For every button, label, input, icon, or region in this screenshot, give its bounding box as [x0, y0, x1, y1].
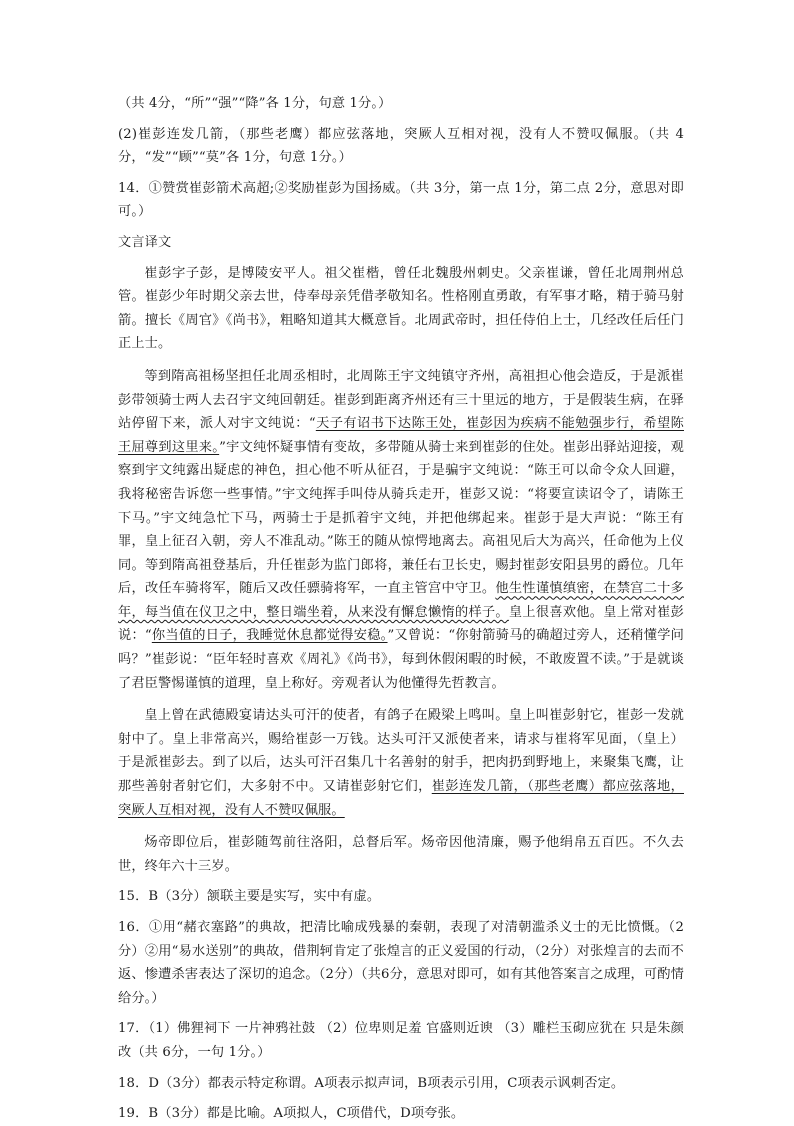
answer-16: 16．①用“赭衣塞路”的典故，把清比喻成残暴的秦朝，表现了对清朝滥杀义士的无比愤慨。（2分）②用“易水送别”的典故，借荆轲肯定了张煌言的正义爱国的行动，（2分）对张煌言的去而不返、惨遭杀害表达了深切的追念。（2分）（共6分，意思对即可，如有其他答案言之成理，可酌情给分。）	[118, 920, 684, 1006]
p2-text-b: ”宇文纯怀疑事情有变故，多带随从骑士来到崔彭的住处。崔彭出驿站迎接，观察到宇文纯露出疑虑的神色，担心他不听从征召，于是骗宇文纯说：“陈王可以命令众人回避，我将秘密告诉您一些事情。”宇文纯挥手叫侍从骑兵走开，崔彭又说：“将要宣读诏令了，请陈王下马。”宇文纯急忙下马，两骑士于是抓着宇文纯，并把他绑起来。崔彭于是大声说：“陈王有罪，皇上征召入朝，旁人不准乱动。”陈王的随从惊愕地离去。高祖见后大为高兴，任命他为上仪同。等到隋高祖登基后，升任崔彭为监门郎将，兼任右卫长史，赐封崔彭安阳县男的爵位。几年后，改任车骑将军，随后又改任骠骑将军，一直主管宫中守卫。	[118, 439, 684, 597]
answer-18: 18．D（3分）都表示特定称谓。A项表示拟声词，B项表示引用，C项表示讽刺否定。	[118, 1075, 625, 1091]
p2-text-d: ”又曾说：“你射箭骑马的确超过旁人，还稍懂学问吗？”崔彭说：“臣年轻时喜欢《周礼》《尚书》，每到休假闲暇的时候，不敢废置不读。”于是就谈了君臣警惕谨慎的道理，皇上称好。旁观者认为他懂得先哲教言。	[118, 628, 684, 691]
translation-paragraph-3	[118, 704, 684, 822]
translation-heading: 文言译文	[118, 234, 172, 250]
answer-14: 14．①赞赏崔彭箭术高超;②奖励崔彭为国扬威。（共 3分，第一点 1分，第二点 2分，意思对即可。）	[118, 180, 684, 220]
p2-underlined-sentence-3: 你当值的日子，我睡觉休息都觉得安稳。	[151, 628, 388, 644]
translation-paragraph-1: 崔彭字子彭，是博陵安平人。祖父崔楷，曾任北魏殷州刺史。父亲崔谦，曾任北周荆州总管。崔彭少年时期父亲去世，侍奉母亲凭借孝敬知名。性格刚直勇敢，有军事才略，精于骑马射箭。擅长《周官》《尚书》，粗略知道其大概意旨。北周武帝时，担任侍伯上士，几经改任后任门正上士。	[118, 265, 684, 352]
p2-underlined-sentence-2: 他生性谨慎缜密，在禁宫二十多年，每当值在仪卫之中，整日端坐着，从来没有懈怠懒惰的样子。	[118, 581, 684, 620]
p3-underlined-sentence: 崔彭连发几箭，（那些老鹰）都应弦落地，突厥人互相对视，没有人不赞叹佩服。	[118, 779, 684, 818]
answer-13-2: (2)崔彭连发几箭，（那些老鹰）都应弦落地，突厥人互相对视，没有人不赞叹佩服。（共 4分，“发”“顾”“莫”各 1分，句意 1分。）	[118, 126, 684, 166]
translation-paragraph-4: 炀帝即位后，崔彭随驾前往洛阳，总督后军。炀帝因他清廉，赐予他绢帛五百匹。不久去世，终年六十三岁。	[118, 835, 684, 874]
p2-text-a: 等到隋高祖杨坚担任北周丞相时，北周陈王宇文纯镇守齐州，高祖担心他会造反，于是派崔彭带领骑士两人去召宇文纯回朝廷。崔彭到距离齐州还有三十里远的地方，于是假装生病，在驿站停留下来，派人对宇文纯说：“	[118, 368, 684, 432]
p2-underlined-sentence-1: 天子有诏书下达陈王处，崔彭因为疾病不能勉强步行，希望陈王屈尊到这里来。	[118, 416, 684, 455]
answer-15: 15．B（3分）颔联主要是实写，实中有虚。	[118, 889, 381, 905]
p3-text-a: 皇上曾在武德殿宴请达头可汗的使者，有鸽子在殿梁上鸣叫。皇上叫崔彭射它，崔彭一发就射中了。皇上非常高兴，赐给崔彭一万钱。达头可汗又派使者来，请求与崔将军见面，（皇上）于是派崔彭去。到了以后，达头可汗召集几十名善射的射手，把肉扔到野地上，来聚集飞鹰，让那些善射者射它们，大多射不中。又请崔彭射它们，	[118, 708, 684, 795]
answer-13-1-tail: （共 4分，“所”“强”“降”各 1分，句意 1分。）	[118, 96, 392, 111]
p2-text-c: 皇上很喜欢他。皇上常对崔彭说：“	[118, 604, 684, 644]
answer-17: 17．（1）佛狸祠下 一片神鸦社鼓 （2）位卑则足羞 官盛则近谀 （3）雕栏玉砌应犹在 只是朱颜改（共 6分，一句 1分。）	[118, 1021, 684, 1060]
translation-paragraph-2	[118, 365, 684, 695]
answer-19: 19．B（3分）都是比喻。A项拟人，C项借代，D项夸张。	[118, 1106, 465, 1122]
document-page	[118, 92, 684, 1126]
